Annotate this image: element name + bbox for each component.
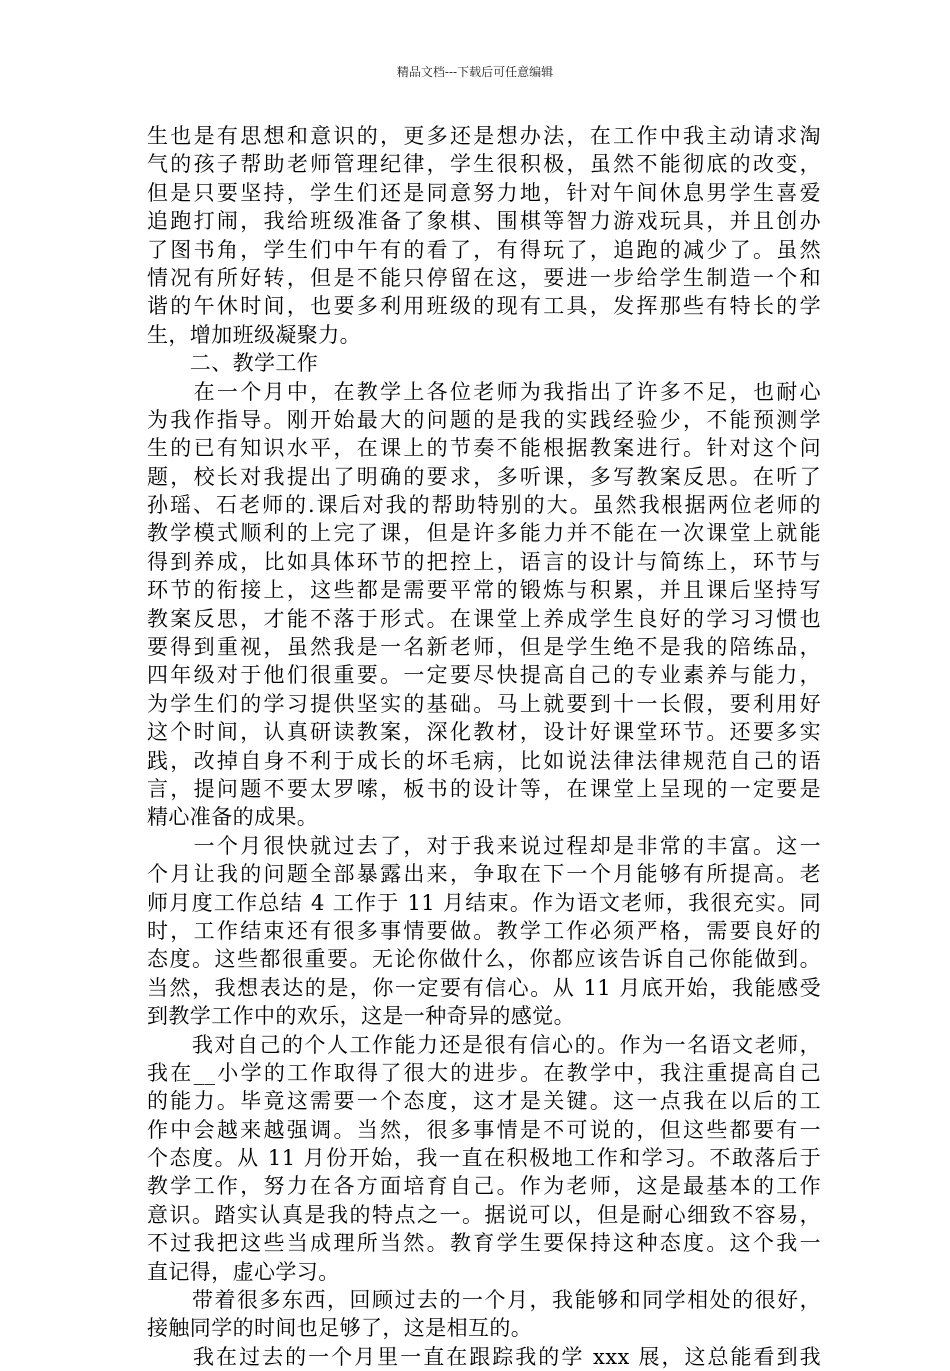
text-line: 一个月很快就过去了，对于我来说过程却是非常的丰富。这一 bbox=[147, 833, 821, 858]
text-line: 我在__小学的工作取得了很大的进步。在教学中，我注重提高自己 bbox=[147, 1060, 821, 1085]
text-line: 当然，我想表达的是，你一定要有信心。从 11 月底开始，我能感受 bbox=[147, 975, 821, 1000]
text-line: 到教学工作中的欢乐，这是一种奇异的感觉。 bbox=[147, 1004, 575, 1029]
text-line: 接触同学的时间也足够了，这是相互的。 bbox=[147, 1316, 533, 1341]
text-line: 了图书角，学生们中午有的看了，有得玩了，追跑的减少了。虽然 bbox=[147, 237, 821, 262]
text-line: 教案反思，才能不落于形式。在课堂上养成学生良好的学习习惯也 bbox=[147, 606, 821, 631]
text-line: 但是只要坚持，学生们还是同意努力地，针对午间休息男学生喜爱 bbox=[147, 180, 821, 205]
text-line: 我对自己的个人工作能力还是很有信心的。作为一名语文老师， bbox=[147, 1032, 821, 1057]
text-line: 个态度。从 11 月份开始，我一直在积极地工作和学习。不敢落后于 bbox=[147, 1146, 821, 1171]
text-line: 时，工作结束还有很多事情要做。教学工作必须严格，需要良好的 bbox=[147, 918, 821, 943]
text-line: 不过我把这些当成理所当然。教育学生要保持这种态度。这个我一 bbox=[147, 1231, 821, 1256]
text-line: 我在过去的一个月里一直在跟踪我的学 xxx 展，这总能看到我 bbox=[147, 1344, 821, 1369]
text-line: 为学生们的学习提供坚实的基础。马上就要到十一长假，要利用好 bbox=[147, 691, 821, 716]
text-line: 意识。踏实认真是我的特点之一。据说可以，但是耐心细致不容易， bbox=[147, 1202, 821, 1227]
text-line: 言，提问题不要太罗嗦，板书的设计等，在课堂上呈现的一定要是 bbox=[147, 776, 821, 801]
document-body bbox=[147, 122, 821, 1371]
text-line: 这个时间，认真研读教案，深化教材，设计好课堂环节。还要多实 bbox=[147, 720, 821, 745]
text-line: 气的孩子帮助老师管理纪律，学生很积极，虽然不能彻底的改变， bbox=[147, 152, 821, 177]
text-line: 的能力。毕竟这需要一个态度，这才是关键。这一点我在以后的工 bbox=[147, 1089, 821, 1114]
text-line: 孙瑶、石老师的.课后对我的帮助特别的大。虽然我根据两位老师的 bbox=[147, 493, 821, 518]
text-line: 作中会越来越强调。当然，很多事情是不可说的，但这些都要有一 bbox=[147, 1117, 821, 1142]
text-line: 直记得，虚心学习。 bbox=[147, 1259, 340, 1284]
text-line: 谐的午休时间，也要多利用班级的现有工具，发挥那些有特长的学 bbox=[147, 294, 821, 319]
text-line: 生，增加班级凝聚力。 bbox=[147, 322, 361, 347]
text-line: 师月度工作总结 4 工作于 11 月结束。作为语文老师，我很充实。同 bbox=[147, 890, 821, 915]
page-header: 精品文档---下载后可任意编辑 bbox=[396, 65, 554, 79]
text-line: 为我作指导。刚开始最大的问题的是我的实践经验少，不能预测学 bbox=[147, 407, 821, 432]
text-line: 教学工作，努力在各方面培育自己。作为老师，这是最基本的工作 bbox=[147, 1174, 821, 1199]
text-line: 教学模式顺利的上完了课，但是许多能力并不能在一次课堂上就能 bbox=[147, 521, 821, 546]
text-line: 践，改掉自身不利于成长的坏毛病，比如说法律法律规范自己的语 bbox=[147, 748, 821, 773]
text-line: 精心准备的成果。 bbox=[147, 805, 319, 830]
text-line: 二、教学工作 bbox=[147, 351, 319, 376]
text-line: 题，校长对我提出了明确的要求，多听课，多写教案反思。在听了 bbox=[147, 464, 821, 489]
text-line: 个月让我的问题全部暴露出来，争取在下一个月能够有所提高。老 bbox=[147, 862, 821, 887]
text-line: 追跑打闹，我给班级准备了象棋、围棋等智力游戏玩具，并且创办 bbox=[147, 209, 821, 234]
text-line: 生的已有知识水平，在课上的节奏不能根据教案进行。针对这个问 bbox=[147, 436, 821, 461]
text-line: 得到养成，比如具体环节的把控上，语言的设计与简练上，环节与 bbox=[147, 549, 821, 574]
text-line: 态度。这些都很重要。无论你做什么，你都应该告诉自己你能做到。 bbox=[147, 947, 821, 972]
text-line: 环节的衔接上，这些都是需要平常的锻炼与积累，并且课后坚持写 bbox=[147, 578, 821, 603]
text-line: 四年级对于他们很重要。一定要尽快提高自己的专业素养与能力， bbox=[147, 663, 821, 688]
text-line: 要得到重视，虽然我是一名新老师，但是学生绝不是我的陪练品， bbox=[147, 635, 821, 660]
text-line: 在一个月中，在教学上各位老师为我指出了许多不足，也耐心 bbox=[147, 379, 821, 404]
text-line: 生也是有思想和意识的，更多还是想办法，在工作中我主动请求淘 bbox=[147, 124, 821, 148]
text-line: 情况有所好转，但是不能只停留在这，要进一步给学生制造一个和 bbox=[147, 265, 821, 290]
text-line: 带着很多东西，回顾过去的一个月，我能够和同学相处的很好， bbox=[147, 1288, 821, 1313]
